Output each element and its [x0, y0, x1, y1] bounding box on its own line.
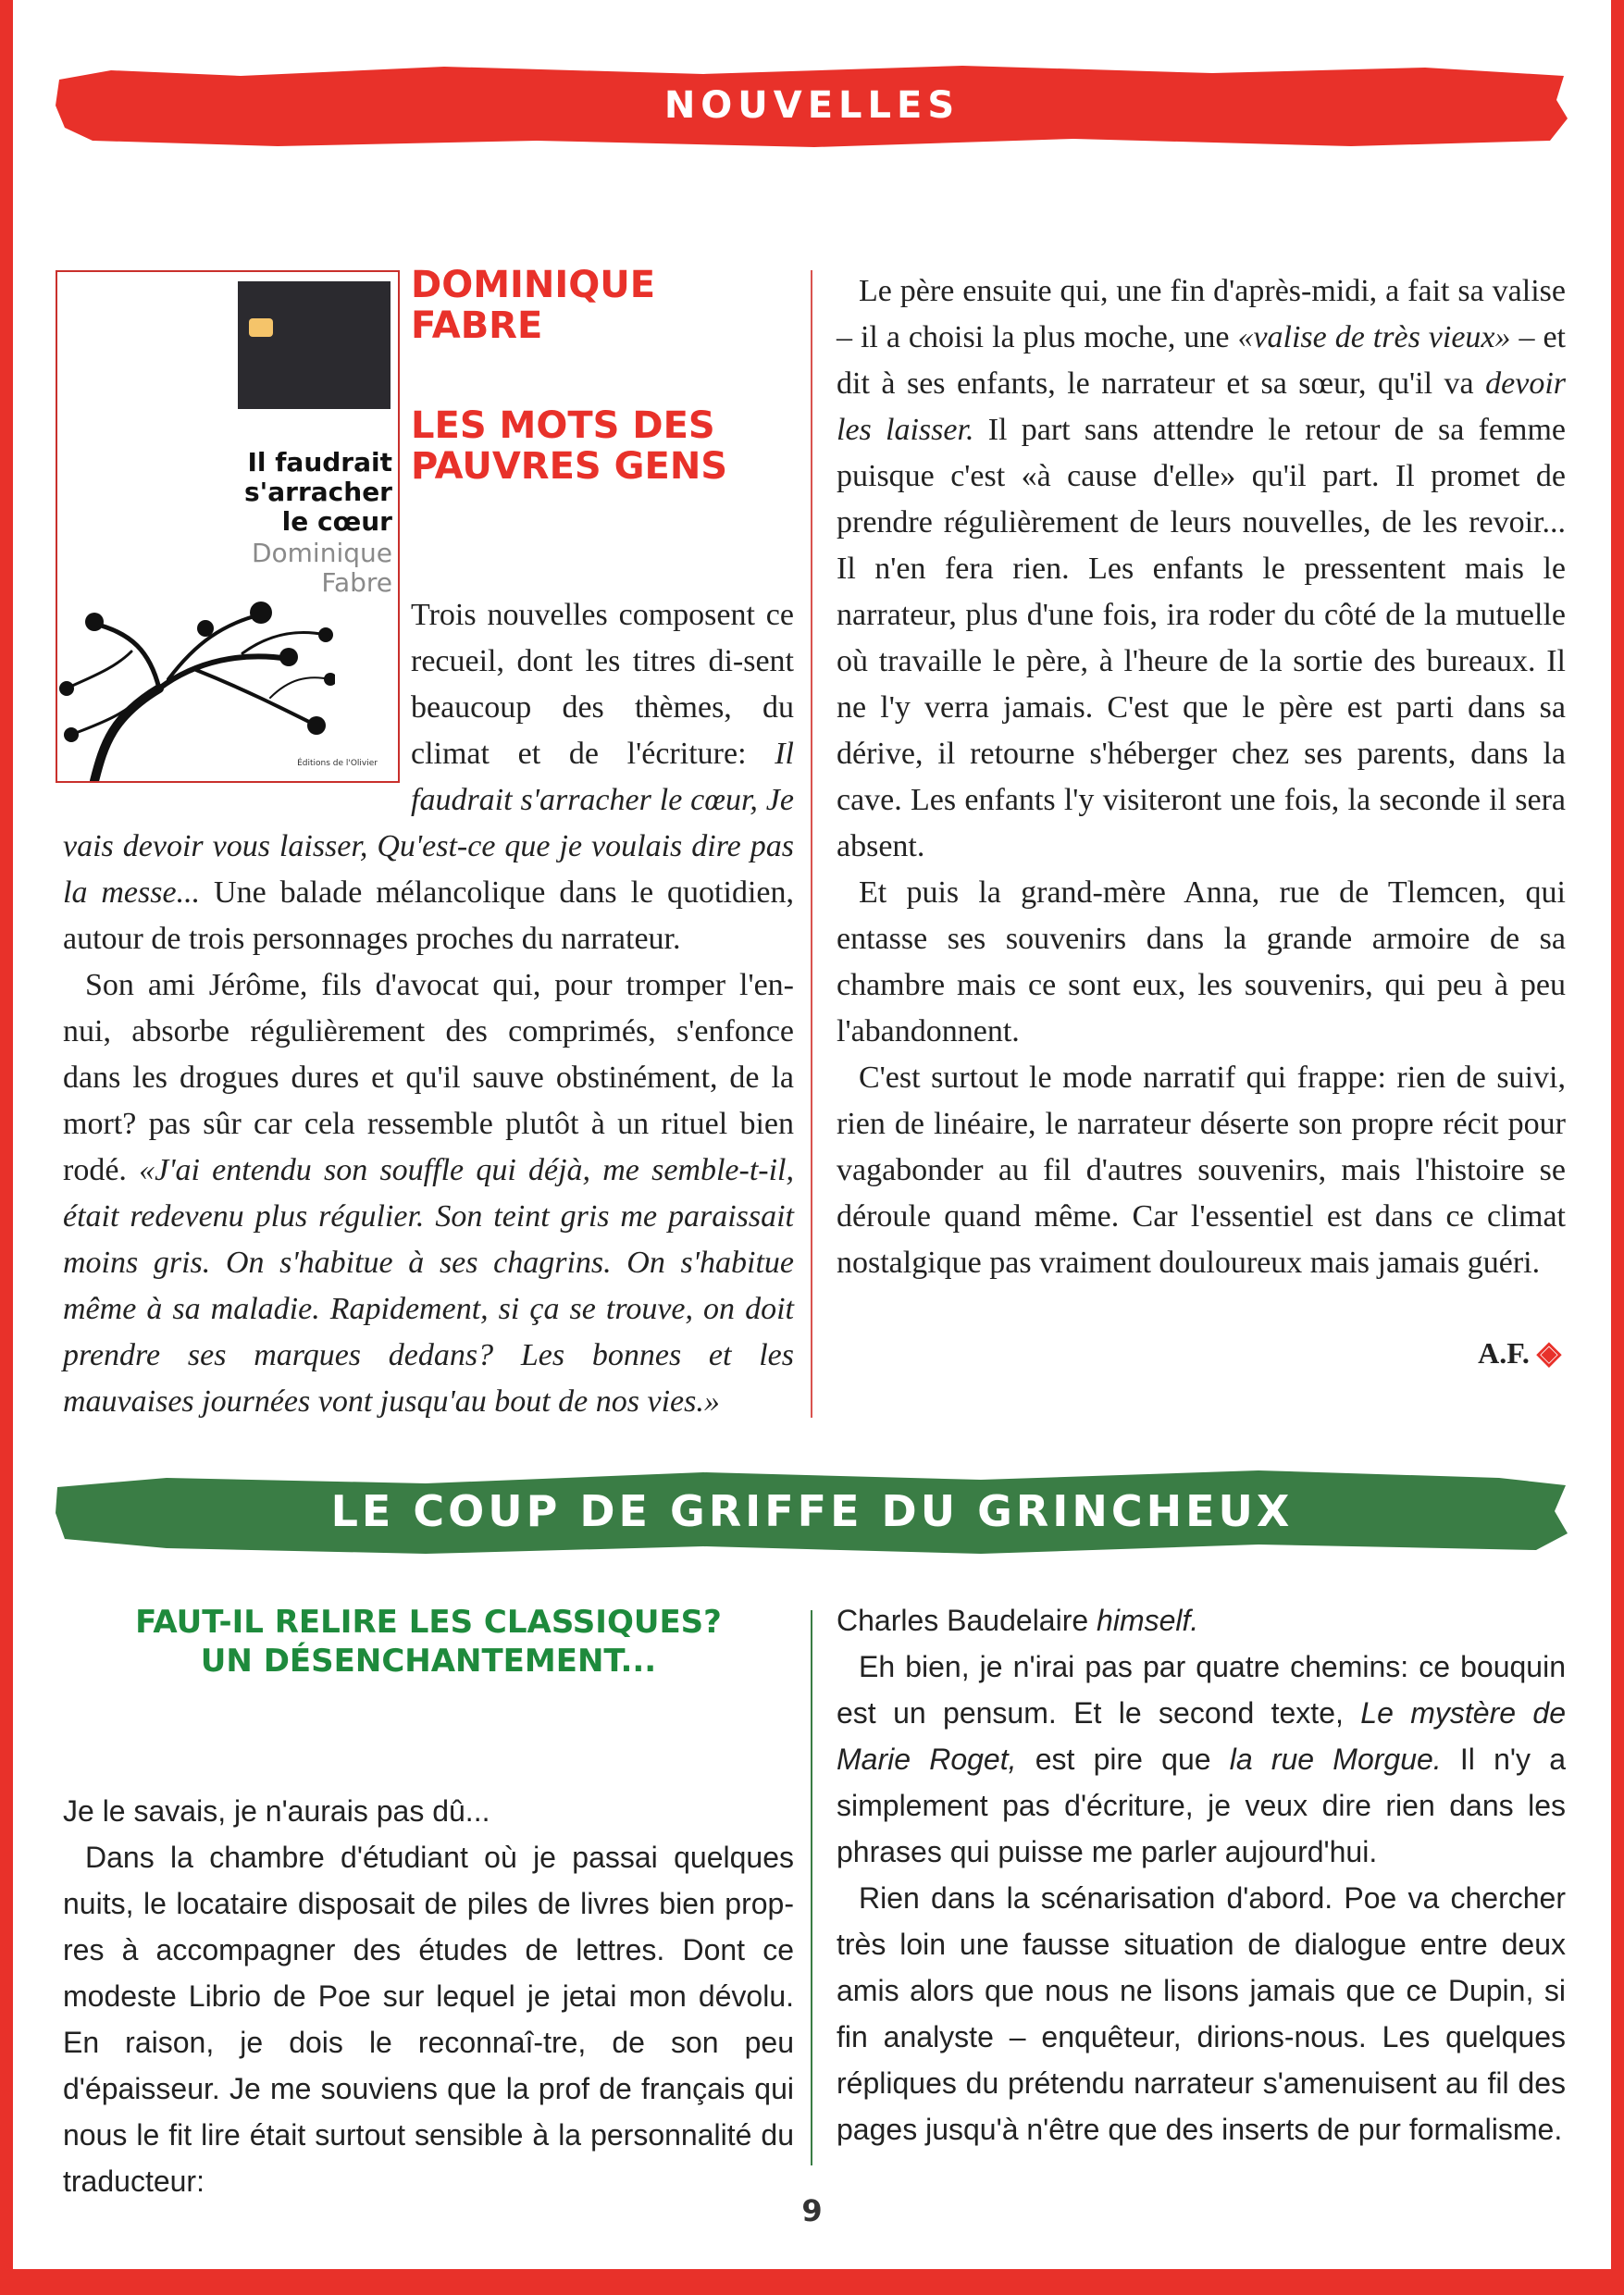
review1-left-column: [63, 592, 794, 1425]
review2-right-column: [837, 1597, 1566, 2152]
banner-title: LE COUP DE GRIFFE DU GRINCHEUX: [330, 1486, 1294, 1536]
cover-title: Il faudrait s'arracher le cœur: [244, 447, 392, 537]
page-border-bottom: [0, 2269, 1624, 2295]
cover-photo: [238, 281, 391, 409]
lamp-icon: [249, 318, 273, 337]
column-divider: [811, 270, 812, 1418]
paragraph: Et puis la grand-mère Anna, rue de Tlemcen, qui entasse ses souvenirs dans la grande armoire de sa chambre mais ce sont eux, les souvenirs, qui peu à peu l'abandonnent.: [837, 875, 1566, 1048]
author-signature: A.F. ◈: [1478, 1336, 1561, 1371]
review2-left-column: [63, 1788, 794, 2204]
cover-wrap-space: [63, 592, 411, 787]
diamond-icon: ◈: [1536, 1336, 1561, 1371]
cover-publisher: Éditions de l'Olivier: [297, 759, 378, 768]
review1-right-column: [837, 268, 1566, 1286]
paragraph: Trois nouvelles composent ce recueil, dont les titres di-sent beaucoup des thèmes, du climat et de l'écriture: Il faudrait s'arracher le cœur, Je vais devoir vous laisser, Qu'est-ce que je voulais dire pas la messe... Une balade mélancolique dans le quotidien, autour de trois personnages proches du narrateur.: [63, 598, 794, 956]
paragraph: Dans la chambre d'étudiant où je passai quelques nuits, le locataire disposait de piles de livres bien prop-res à accompagner des études de lettres. Dont ce modeste Librio de Poe sur lequel je jetai mon dévolu. En raison, je dois le reconnaî-tre, de son peu d'épaisseur. Je me souviens que la prof de français qui nous le fit lire était surtout sensible à la personnalité du traducteur:: [63, 1841, 794, 2198]
paragraph: Je le savais, je n'aurais pas dû...: [63, 1794, 490, 1828]
paragraph: Eh bien, je n'irai pas par quatre chemins: ce bouquin est un pensum. Et le second texte, Le mystère de Marie Roget, est pire que la rue Morgue. Il n'y a simplement pas d'écriture, je veux dire rien dans les phrases qui puisse me parler aujourd'hui.: [837, 1650, 1567, 1868]
paragraph: Rien dans la scénarisation d'abord. Poe va chercher très loin une fausse situation de dialogue entre deux amis alors que nous ne lisons jamais que ce Dupin, si fin analyste – enquêteur, dirions-nous. Les quelques répliques du prétendu narrateur s'amenuisent au fil des pages jusqu'à n'être que des inserts de pur formalisme.: [837, 1881, 1566, 2146]
cover-author: Dominique Fabre: [251, 538, 392, 598]
page-number: 9: [801, 2193, 823, 2228]
paragraph: Le père ensuite qui, une fin d'après-midi, a fait sa valise – il a choisi la plus moche, une «valise de très vieux» – et dit à ses enfants, le narrateur et sa sœur, qu'il va devoir les laisser. Il part sans attendre le retour de sa femme puisque c'est «à cause d'elle» qu'il part. Il promet de prendre régulièrement de leurs nouvelles, de les revoir... Il n'en fera rien. Les enfants le pressentent mais le narrateur, plus d'une fois, ira roder du côté de la mutuelle où travaille le père, à l'heure de la sortie des bureaux. Il ne l'y verra jamais. C'est que le père est parti dans sa dérive, il retourne s'héberger chez ses parents, dans la cave. Les enfants l'y visiteront une fois, la seconde il sera absent.: [837, 274, 1566, 863]
review-book-title: LES MOTS DES PAUVRES GENS: [411, 404, 728, 488]
section-banner-nouvelles: [56, 63, 1568, 148]
paragraph: C'est surtout le mode narratif qui frappe: rien de suivi, rien de linéaire, le narrateur déserte son propre récit pour vagabonder au fil d'autres souvenirs, mais l'histoire se déroule quand même. Car l'essentiel est dans ce climat nostalgique pas vraiment douloureux mais jamais guéri.: [837, 1061, 1566, 1280]
banner-title: NOUVELLES: [663, 84, 961, 127]
page-border-right: [1611, 0, 1624, 2295]
review2-headline: FAUT-IL RELIRE LES CLASSIQUES? UN DÉSENCHANTEMENT...: [135, 1604, 722, 1680]
review-author: DOMINIQUE FABRE: [411, 264, 656, 347]
paragraph: Charles Baudelaire himself.: [837, 1604, 1199, 1637]
paragraph: Son ami Jérôme, fils d'avocat qui, pour tromper l'en-nui, absorbe régulièrement des comprimés, s'enfonce dans les drogues dures et qu'il sauve obstinément, de la mort? pas sûr car cela ressemble plutôt à un rituel bien rodé. «J'ai entendu son souffle qui déjà, me semble-t-il, était redevenu plus régulier. Son teint gris me paraissait moins gris. On s'habitue à ses chagrins. On s'habitue même à sa maladie. Rapidement, si ça se trouve, on doit prendre ses marques dedans? Les bonnes et les mauvaises journées vont jusqu'au bout de nos vies.»: [63, 968, 794, 1419]
page-border-left: [0, 0, 13, 2295]
section-banner-grincheux: [56, 1467, 1568, 1556]
column-divider: [811, 1610, 812, 2165]
